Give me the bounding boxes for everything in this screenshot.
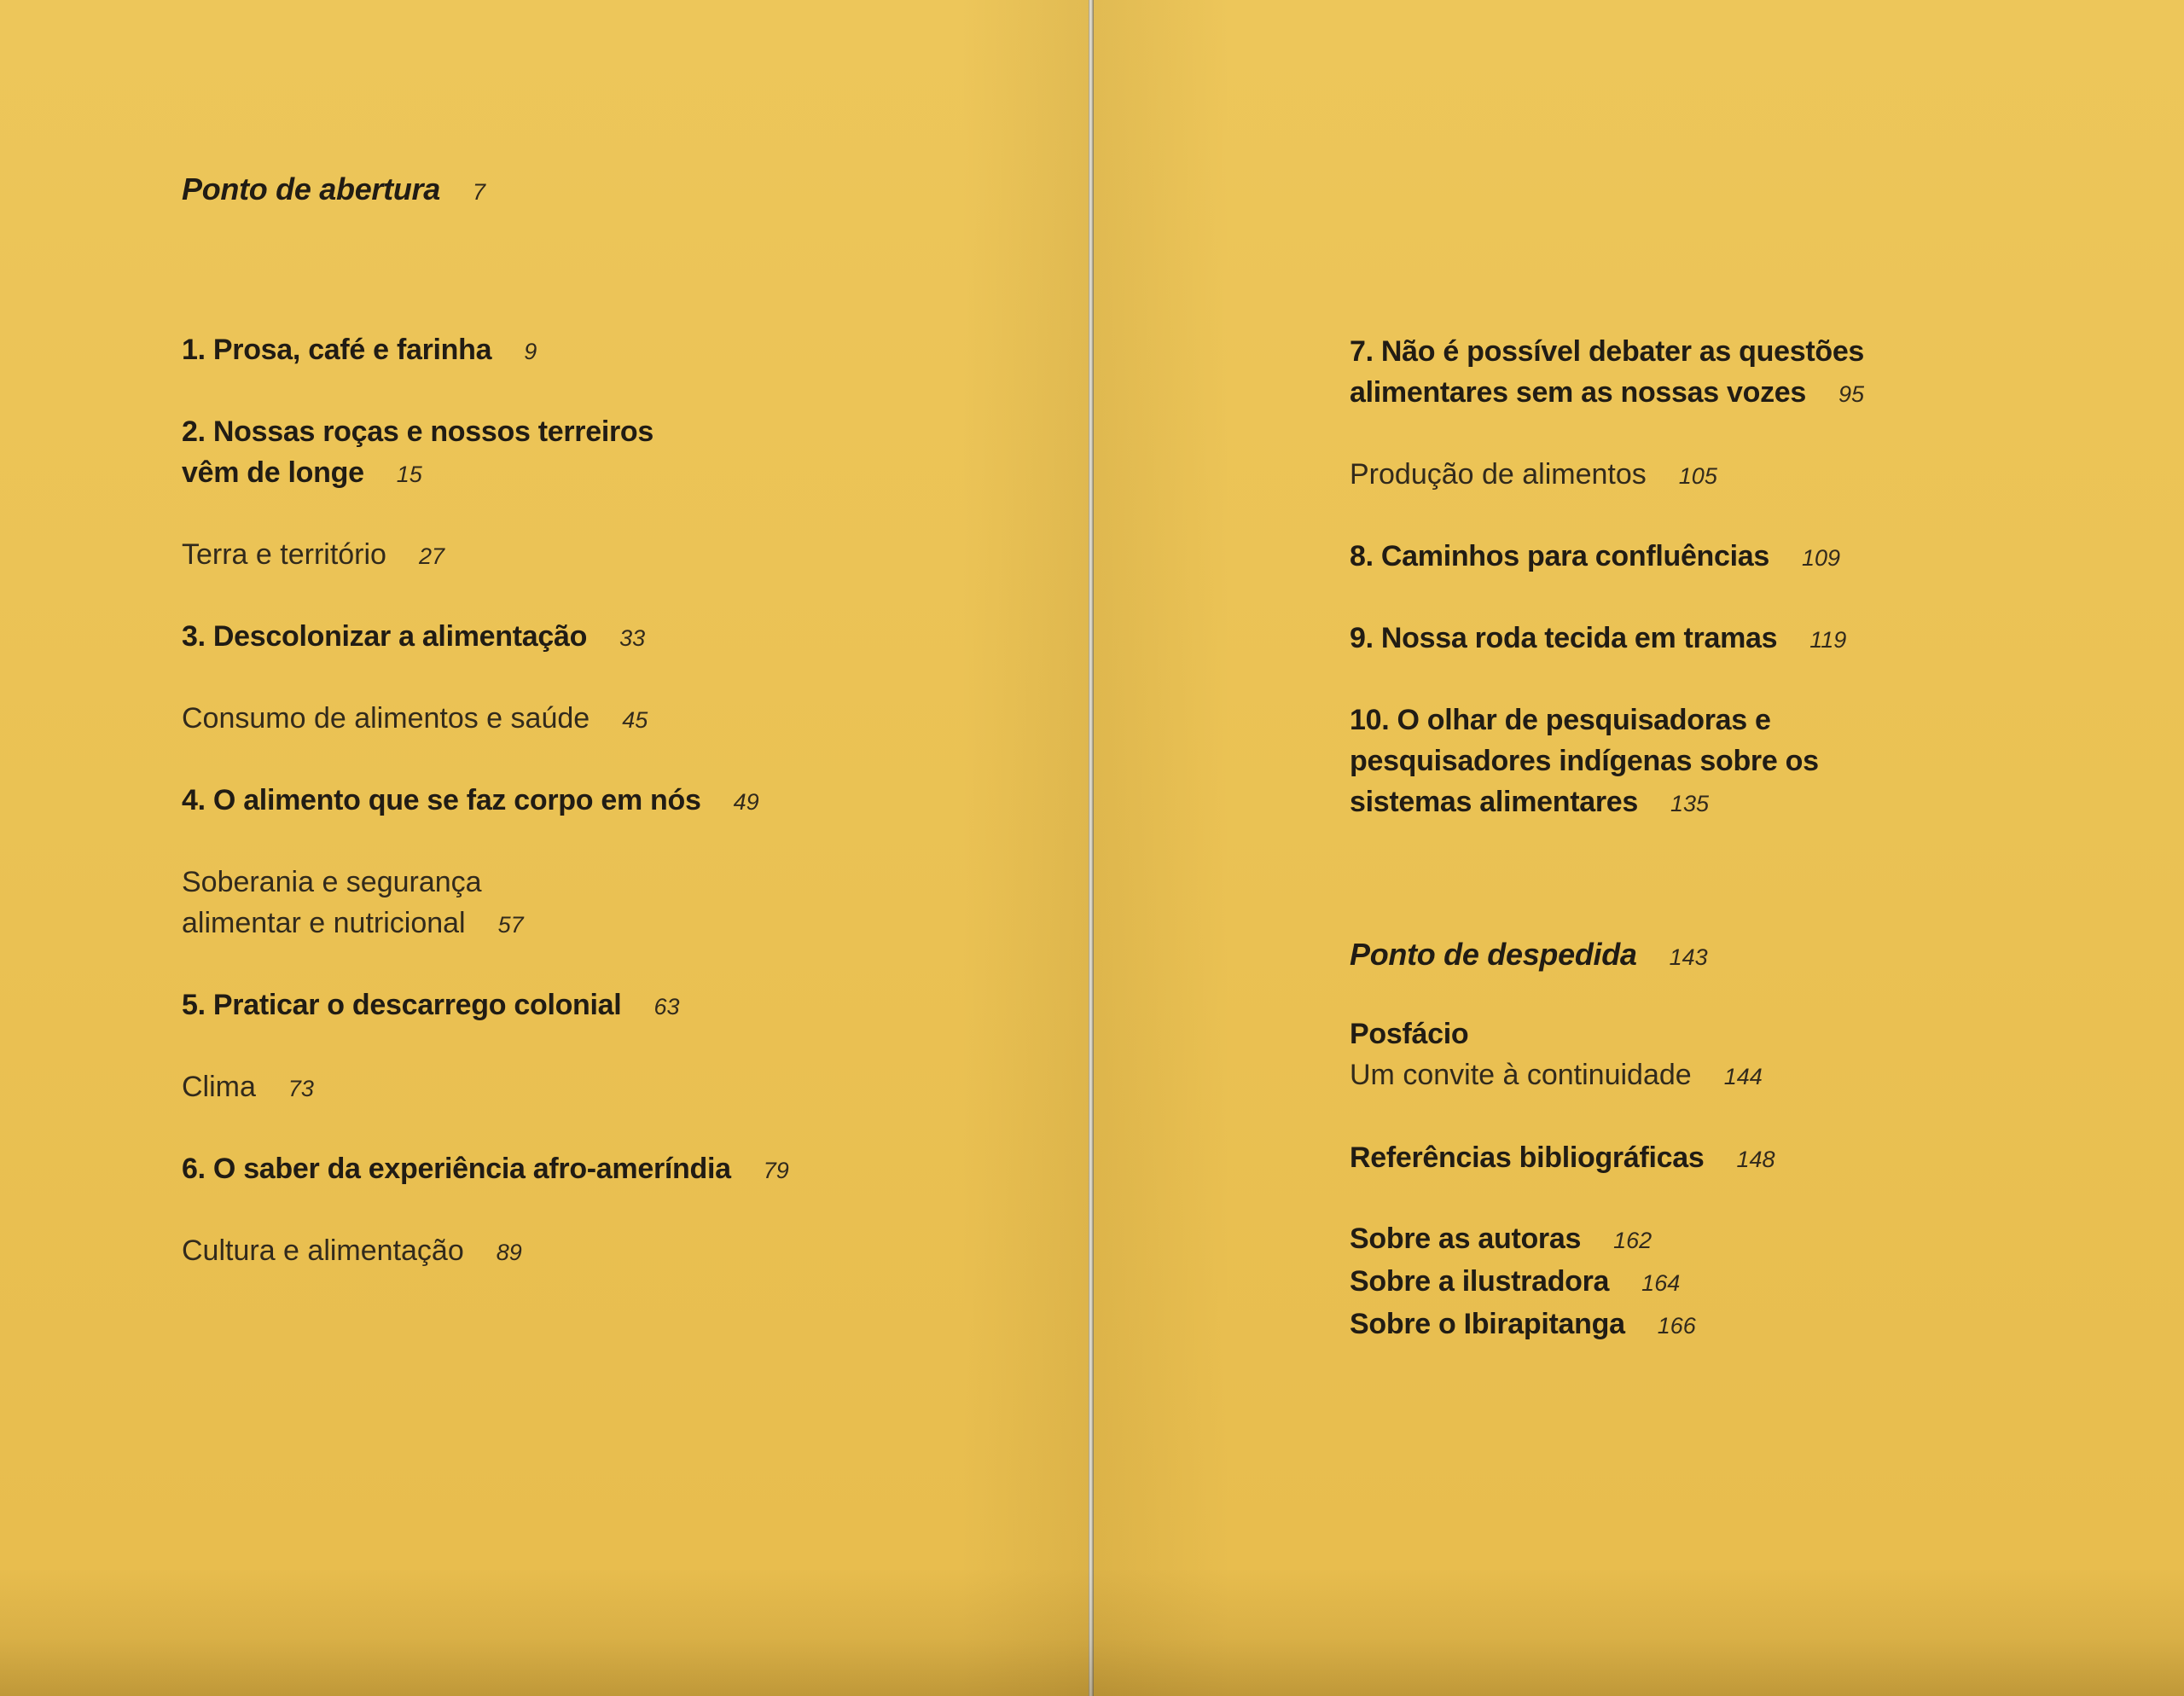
toc-page-number: 49: [733, 789, 759, 815]
toc-item-title-line: [182, 1148, 789, 1191]
toc-item-label: Sobre a ilustradora: [1350, 1265, 1610, 1298]
toc-page-number: 166: [1657, 1313, 1696, 1339]
toc-item: [182, 411, 789, 495]
toc-item: [1350, 700, 1864, 824]
toc-page-number: 33: [619, 625, 646, 651]
toc-page-number: 7: [472, 179, 485, 205]
toc-item-label: Cultura e alimentação: [182, 1234, 464, 1267]
toc-item-title-line: [1350, 618, 1864, 660]
toc-item-label: Sobre o Ibirapitanga: [1350, 1308, 1625, 1340]
toc-page-number: 135: [1670, 791, 1710, 816]
toc-item-title-line: [1350, 1054, 1763, 1097]
toc-item: [182, 534, 789, 577]
toc-page-number: 63: [653, 994, 680, 1019]
toc-item-label: 10. O olhar de pesquisadoras e: [1350, 704, 1771, 736]
toc-item-title-line: [1350, 331, 1864, 372]
toc-item-title-line: [182, 984, 789, 1027]
toc-page-number: 95: [1838, 381, 1865, 407]
toc-page-number: 109: [1802, 545, 1841, 571]
toc-item-title-line: [182, 698, 789, 741]
left-page-opening: [182, 169, 485, 212]
toc-item-title-line: [1350, 1218, 1696, 1261]
toc-item-title-line: [1350, 372, 1864, 415]
toc-page-number: 79: [763, 1158, 789, 1183]
toc-item-title-line: [1350, 1014, 1763, 1054]
right-page-about-section: [1350, 1218, 1696, 1346]
right-page-toc: [1350, 331, 1864, 863]
toc-item-label: Posfácio: [1350, 1018, 1469, 1050]
toc-item-label: 7. Não é possível debater as questões: [1350, 335, 1865, 368]
toc-item-posfacio: [1350, 1014, 1763, 1097]
toc-item-label: sistemas alimentares: [1350, 786, 1638, 818]
toc-item-title-line: [1350, 781, 1864, 824]
gutter-shadow-left: [961, 0, 1089, 1696]
toc-item: [182, 780, 789, 822]
right-page-closing: [1350, 934, 1708, 978]
toc-page-number: 162: [1613, 1228, 1653, 1253]
toc-item-title-line: [1350, 454, 1864, 497]
toc-item-label: Terra e território: [182, 538, 386, 571]
toc-item-title-line: [182, 862, 789, 903]
page-gutter: [1089, 0, 1094, 1696]
toc-item: [182, 698, 789, 741]
toc-page-number: 45: [622, 707, 648, 733]
toc-item-title-line: [1350, 1137, 1775, 1180]
toc-item: [1350, 331, 1864, 415]
toc-item-title-line: [1350, 700, 1864, 741]
toc-item: [1350, 618, 1864, 660]
page-bottom-shadow: [0, 1568, 2184, 1696]
toc-item-title-line: [182, 1066, 789, 1109]
toc-item-label: 3. Descolonizar a alimentação: [182, 620, 588, 653]
toc-item-label: Sobre as autoras: [1350, 1223, 1582, 1255]
toc-item-label: 2. Nossas roças e nossos terreiros: [182, 415, 653, 448]
toc-page-number: 164: [1641, 1270, 1681, 1296]
toc-page-number: 27: [418, 543, 445, 569]
toc-item: [182, 1066, 789, 1109]
toc-page-number: 143: [1669, 944, 1708, 970]
toc-page-number: 9: [524, 339, 537, 364]
toc-item: [182, 1230, 789, 1273]
toc-item: [1350, 536, 1864, 578]
toc-item: [182, 1148, 789, 1191]
toc-item-label: 9. Nossa roda tecida em tramas: [1350, 622, 1778, 654]
section-heading: [1350, 934, 1708, 978]
toc-item-label: 8. Caminhos para confluências: [1350, 540, 1770, 572]
toc-item-label: Clima: [182, 1071, 256, 1103]
toc-item: [1350, 454, 1864, 497]
toc-item-label: Consumo de alimentos e saúde: [182, 702, 590, 735]
section-heading-label: Ponto de abertura: [182, 171, 440, 206]
toc-item-label: pesquisadores indígenas sobre os: [1350, 745, 1819, 777]
toc-page-number: 57: [497, 912, 524, 938]
toc-item: [1350, 1304, 1696, 1346]
toc-item-label: 4. O alimento que se faz corpo em nós: [182, 784, 701, 816]
toc-item-label: 1. Prosa, café e farinha: [182, 334, 492, 366]
toc-item-referencias: [1350, 1137, 1775, 1180]
left-page-toc: [182, 329, 789, 1312]
toc-item-title-line: [182, 452, 789, 495]
toc-page-number: 148: [1736, 1147, 1775, 1172]
toc-item-title-line: [182, 329, 789, 372]
toc-page-number: 73: [288, 1076, 314, 1101]
toc-item: [182, 862, 789, 945]
toc-item-title-line: [182, 1230, 789, 1273]
toc-item-label: alimentares sem as nossas vozes: [1350, 376, 1807, 409]
toc-item-title-line: [1350, 1304, 1696, 1346]
toc-item-title-line: [182, 780, 789, 822]
toc-item-title-line: [182, 903, 789, 945]
toc-item: [1350, 1261, 1696, 1304]
toc-item-label: 6. O saber da experiência afro-ameríndia: [182, 1153, 731, 1185]
toc-item-title-line: [1350, 741, 1864, 781]
toc-item-title-line: [1350, 536, 1864, 578]
toc-item-label: Soberania e segurança: [182, 866, 482, 898]
toc-item: [182, 984, 789, 1027]
toc-item: [182, 329, 789, 372]
toc-item-title-line: [182, 534, 789, 577]
section-heading-label: Ponto de despedida: [1350, 937, 1637, 972]
toc-item-title-line: [182, 616, 789, 659]
toc-page-number: 89: [496, 1240, 522, 1265]
toc-item-label: Referências bibliográficas: [1350, 1141, 1705, 1174]
toc-item-label: Um convite à continuidade: [1350, 1059, 1692, 1091]
toc-item: [1350, 1218, 1696, 1261]
toc-item-title-line: [1350, 1261, 1696, 1304]
toc-page-number: 144: [1723, 1064, 1763, 1089]
toc-item-label: vêm de longe: [182, 456, 364, 489]
toc-page-number: 105: [1678, 463, 1717, 489]
toc-item-label: 5. Praticar o descarrego colonial: [182, 989, 622, 1021]
toc-page-number: 15: [396, 462, 422, 487]
section-heading: [182, 169, 485, 212]
gutter-shadow-right: [1094, 0, 1230, 1696]
toc-item-label: Produção de alimentos: [1350, 458, 1647, 491]
toc-item: [182, 616, 789, 659]
toc-item-title-line: [182, 411, 789, 452]
toc-page-number: 119: [1809, 627, 1847, 653]
toc-item-label: alimentar e nutricional: [182, 907, 466, 939]
